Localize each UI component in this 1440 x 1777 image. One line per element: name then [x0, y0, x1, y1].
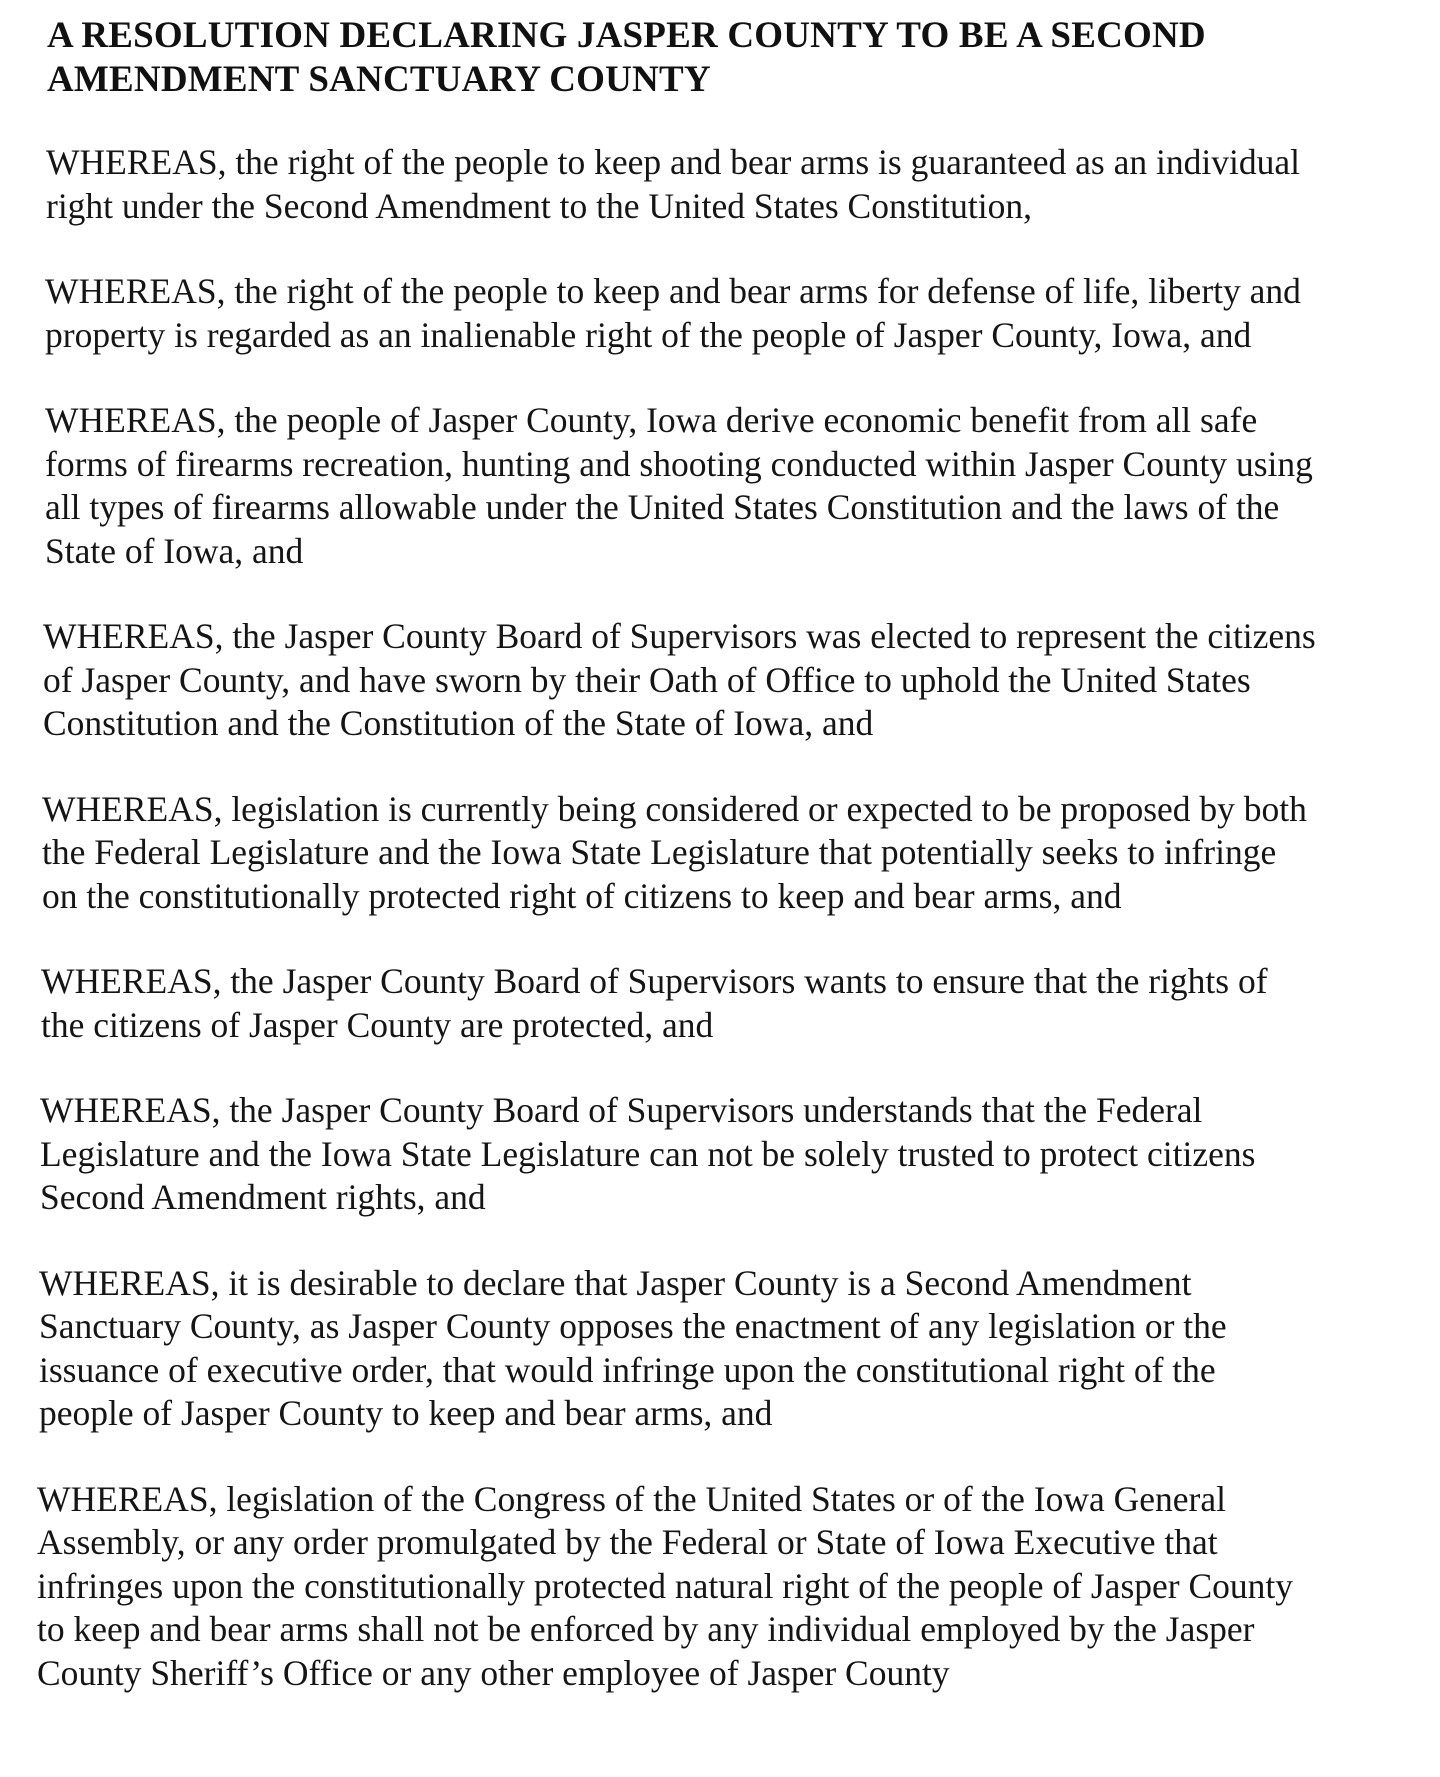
text-line: WHEREAS, the Jasper County Board of Supervisors understands that the Federal — [40, 1090, 1203, 1130]
text-line: the citizens of Jasper County are protected, and — [41, 1004, 714, 1045]
text-line: infringes upon the constitutionally protected natural right of the people of Jasper County — [37, 1565, 1294, 1606]
whereas-paragraph-2 — [0, 270, 1415, 357]
text-line: Second Amendment rights, and — [40, 1177, 486, 1217]
whereas-paragraph-5 — [0, 788, 1412, 919]
text-line: WHEREAS, the people of Jasper County, Iowa derive economic benefit from all safe — [45, 400, 1258, 440]
whereas-paragraph-4 — [0, 615, 1413, 746]
text-line: WHEREAS, legislation is currently being considered or expected to be proposed by both — [42, 788, 1307, 829]
title-line: AMENDMENT SANCTUARY COUNTY — [47, 59, 711, 100]
whereas-paragraph-7 — [0, 1089, 1410, 1220]
resolution-title — [47, 14, 1387, 102]
text-line: Constitution and the Constitution of the State of Iowa, and — [43, 703, 874, 743]
text-line: the Federal Legislature and the Iowa State Legislature that potentially seeks to infringe — [42, 832, 1277, 872]
text-line: WHEREAS, the Jasper County Board of Supervisors wants to ensure that the rights of — [41, 961, 1268, 1001]
text-line: on the constitutionally protected right of citizens to keep and bear arms, and — [42, 875, 1122, 916]
text-line: WHEREAS, the right of the people to keep and bear arms is guaranteed as an individual — [46, 142, 1300, 182]
whereas-paragraph-9 — [0, 1478, 1407, 1696]
text-line: people of Jasper County to keep and bear arms, and — [39, 1393, 773, 1433]
text-line: Sanctuary County, as Jasper County opposes the enactment of any legislation or the — [39, 1306, 1227, 1346]
text-line: WHEREAS, the Jasper County Board of Supervisors was elected to represent the citizens — [43, 616, 1316, 656]
whereas-paragraph-3 — [0, 399, 1415, 573]
text-line: Legislature and the Iowa State Legislature can not be solely trusted to protect citizens — [40, 1133, 1256, 1174]
text-line: issuance of executive order, that would infringe upon the constitutional right of the — [39, 1349, 1216, 1390]
document-body — [0, 141, 1440, 1695]
text-line: WHEREAS, it is desirable to declare that Jasper County is a Second Amendment — [39, 1262, 1192, 1303]
whereas-paragraph-6 — [0, 960, 1411, 1047]
text-line: Assembly, or any order promulgated by the Federal or State of Iowa Executive that — [37, 1522, 1218, 1562]
text-line: all types of firearms allowable under the United States Constitution and the laws of the — [45, 487, 1280, 527]
text-line: WHEREAS, the right of the people to keep and bear arms for defense of life, liberty and — [45, 271, 1301, 311]
text-line: State of Iowa, and — [45, 530, 304, 571]
whereas-paragraph-8 — [0, 1262, 1409, 1436]
text-line: WHEREAS, legislation of the Congress of the United States or of the Iowa General — [37, 1478, 1226, 1519]
title-line: A RESOLUTION DECLARING JASPER COUNTY TO BE A SECOND — [47, 15, 1206, 56]
text-line: right under the Second Amendment to the United States Constitution, — [46, 185, 1032, 226]
text-line: property is regarded as an inalienable right of the people of Jasper County, Iowa, and — [45, 314, 1252, 355]
text-line: County Sheriff’s Office or any other employee of Jasper County — [37, 1652, 950, 1693]
text-line: forms of firearms recreation, hunting and shooting conducted within Jasper County using — [45, 443, 1313, 484]
text-line: of Jasper County, and have sworn by their Oath of Office to uphold the United States — [43, 659, 1251, 700]
whereas-paragraph-1 — [0, 141, 1416, 228]
text-line: to keep and bear arms shall not be enforced by any individual employed by the Jasper — [37, 1609, 1255, 1649]
